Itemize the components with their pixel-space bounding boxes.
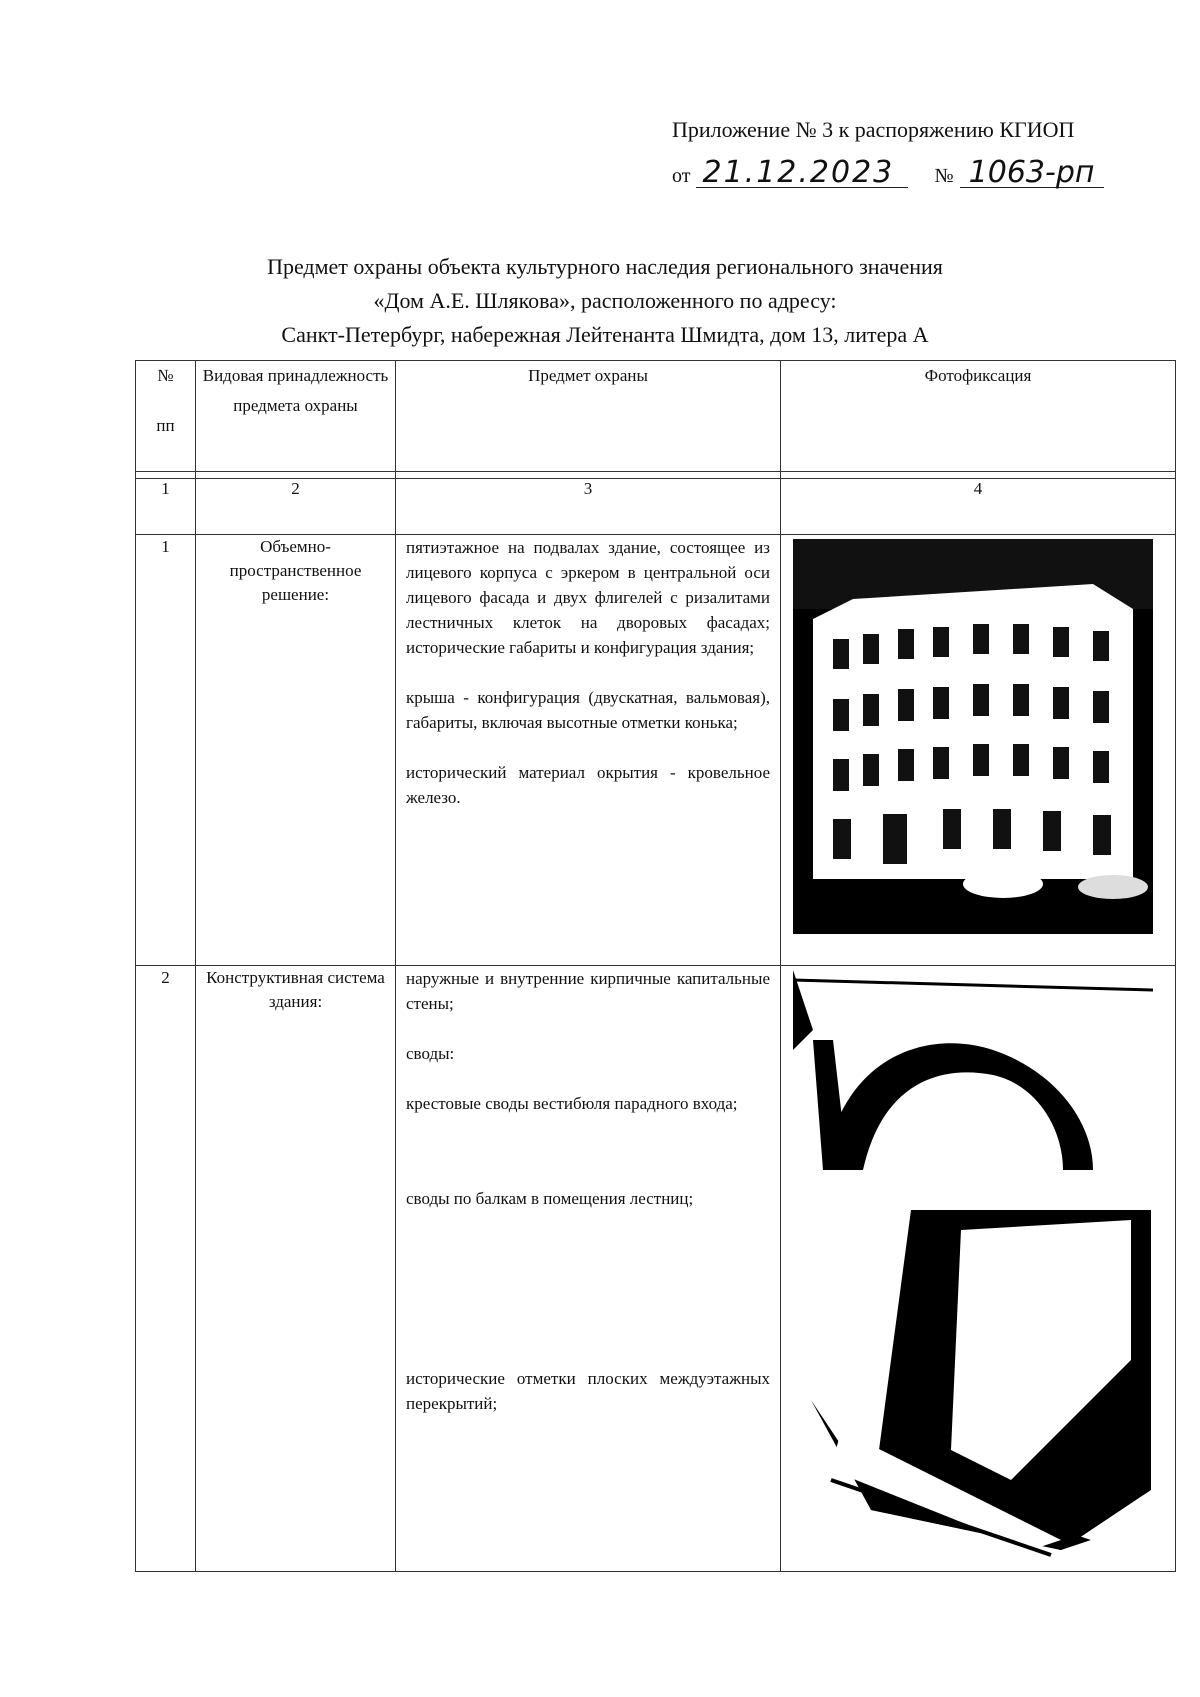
column-number-row: [136, 479, 1176, 535]
item-text: исторический материал окрытия - кровельное железо.: [406, 763, 770, 807]
column-number: 2: [196, 479, 396, 535]
photo-cell: [781, 966, 1176, 1572]
number-value: 1063-рп: [960, 159, 1104, 188]
header-number: [136, 361, 196, 472]
appendix-line: Приложение № 3 к распоряжению КГИОП: [672, 117, 1075, 142]
item-text: пятиэтажное на подвалах здание, состоящее из лицевого корпуса с эркером в центральной оси лицевого фасада и двух флигелей с ризалитами лестничных клеток на дворовых фасадах; исторические габариты и конфигурация здания;: [406, 538, 770, 657]
title-line-1: Предмет охраны объекта культурного наследия регионального значения: [267, 254, 943, 279]
header-separator: [136, 472, 1176, 479]
date-label: от: [672, 165, 691, 187]
item-text: крестовые своды вестибюля парадного входа;: [406, 1094, 738, 1113]
row-number: 2: [136, 966, 196, 1572]
title-line-3: Санкт-Петербург, набережная Лейтенанта Шмидта, дом 13, литера А: [281, 322, 929, 347]
row-number: 1: [136, 535, 196, 966]
document-title: [130, 250, 1080, 352]
item-text: своды по балкам в помещения лестниц;: [406, 1189, 694, 1208]
item-text: наружные и внутренние кирпичные капитальные стены;: [406, 969, 770, 1013]
protection-table: [135, 360, 1176, 1572]
row-category: Объемно-пространственное решение:: [196, 535, 396, 966]
header-number-line2: пп: [156, 416, 175, 435]
header-subject: Предмет охраны: [396, 361, 781, 472]
column-number: 1: [136, 479, 196, 535]
table-header-row: [136, 361, 1176, 472]
header-number-line1: №: [157, 366, 174, 385]
header-category: Видовая принадлежность предмета охраны: [196, 361, 396, 472]
facade-photo: [793, 539, 1153, 934]
header-photo: Фотофиксация: [781, 361, 1176, 472]
row-items: [396, 966, 781, 1572]
column-number: 3: [396, 479, 781, 535]
row-items: [396, 535, 781, 966]
staircase-vault-photo: [811, 1210, 1151, 1560]
row-category: Конструктивная система здания:: [196, 966, 396, 1572]
appendix-block: [672, 115, 1132, 191]
date-value: 21.12.2023: [696, 159, 908, 188]
column-number: 4: [781, 479, 1176, 535]
title-line-2: «Дом А.Е. Шлякова», расположенного по адресу:: [373, 288, 837, 313]
item-text: крыша - конфигурация (двускатная, вальмовая), габариты, включая высотные отметки конька;: [406, 688, 770, 732]
item-text: своды:: [406, 1044, 455, 1063]
table-row: [136, 535, 1176, 966]
table-row: [136, 966, 1176, 1572]
number-label: №: [934, 165, 954, 187]
order-reference: [672, 155, 1132, 191]
photo-cell: [781, 535, 1176, 966]
item-text: исторические отметки плоских междуэтажных перекрытий;: [406, 1369, 770, 1413]
vault-photo: [793, 970, 1153, 1170]
